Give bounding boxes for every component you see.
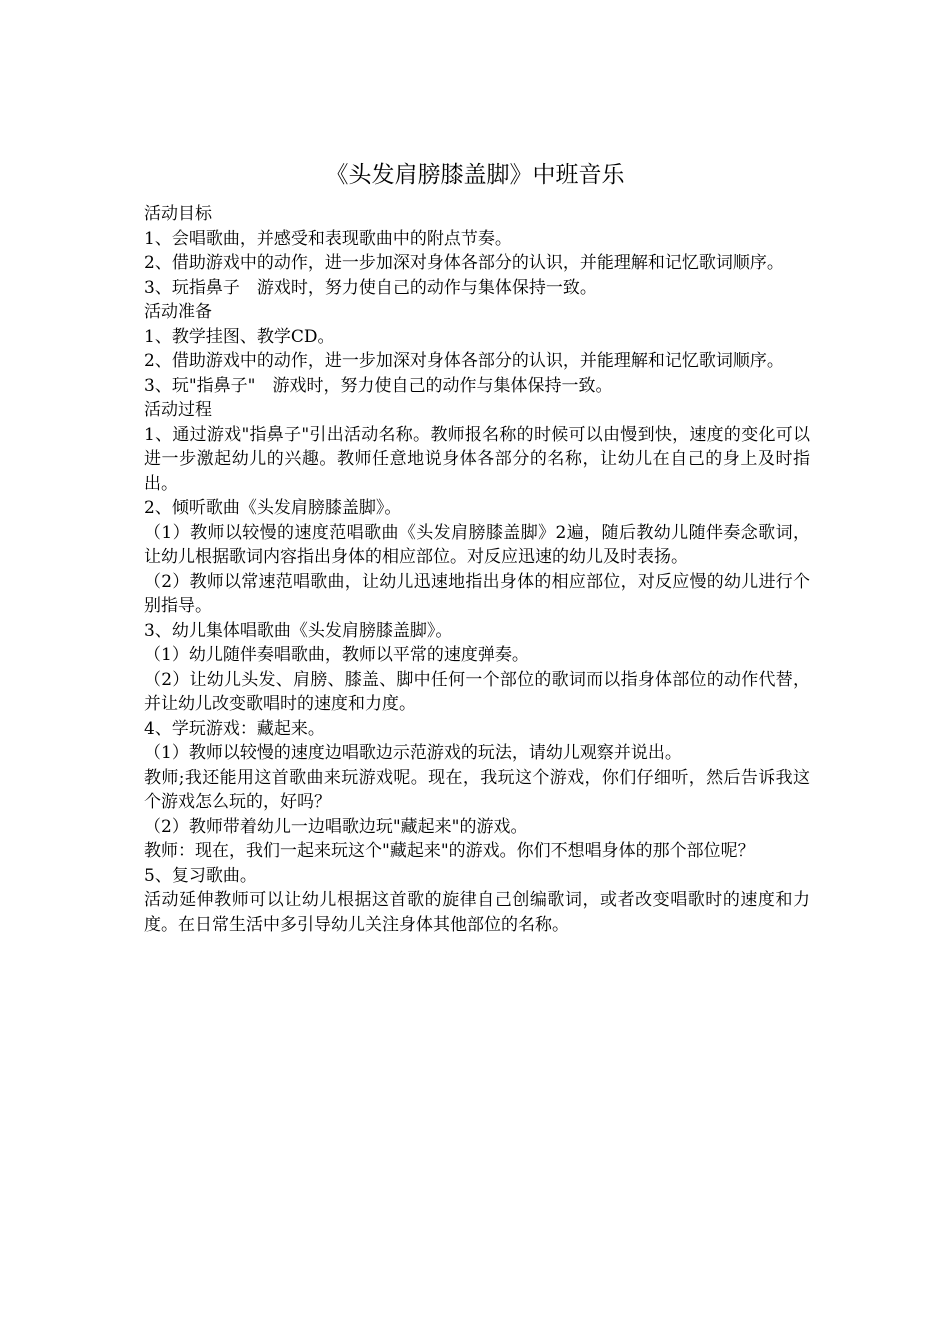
- section-heading-goals: 活动目标: [144, 204, 212, 224]
- paragraph: 4、学玩游戏：藏起来。: [144, 718, 325, 739]
- section-heading-process: 活动过程: [144, 400, 212, 420]
- paragraph: （2）教师以常速范唱歌曲，让幼儿迅速地指出身体的相应部位，对反应慢的幼儿进行个别指导。: [144, 571, 810, 616]
- paragraph: （1）幼儿随伴奏唱歌曲，教师以平常的速度弹奏。: [144, 645, 529, 665]
- paragraph: 活动延伸教师可以让幼儿根据这首歌的旋律自己创编歌词，或者改变唱歌时的速度和力度。在日常生活中多引导幼儿关注身体其他部位的名称。: [144, 890, 810, 935]
- paragraph: 2、倾听歌曲《头发肩膀膝盖脚》。: [144, 498, 402, 518]
- paragraph: 1、通过游戏"指鼻子"引出活动名称。教师报名称的时候可以由慢到快，速度的变化可以进一步激起幼儿的兴趣。教师任意地说身体各部分的名称，让幼儿在自己的身上及时指出。: [144, 424, 810, 494]
- section-heading-preparation: 活动准备: [144, 302, 212, 322]
- document-body: [144, 202, 810, 937]
- paragraph: （2）让幼儿头发、肩膀、膝盖、脚中任何一个部位的歌词而以指身体部位的动作代替，并让幼儿改变歌唱时的速度和力度。: [144, 669, 810, 714]
- paragraph: 1、教学挂图、教学CD。: [144, 326, 335, 347]
- paragraph: 3、玩指鼻子 游戏时，努力使自己的动作与集体保持一致。: [144, 277, 597, 298]
- document-title: 《头发肩膀膝盖脚》中班音乐: [325, 162, 625, 188]
- paragraph: 2、借助游戏中的动作，进一步加深对身体各部分的认识，并能理解和记忆歌词顺序。: [144, 351, 784, 371]
- paragraph: （1）教师以较慢的速度范唱歌曲《头发肩膀膝盖脚》2遍，随后教幼儿随伴奏念歌词，让幼儿根据歌词内容指出身体的相应部位。对反应迅速的幼儿及时表扬。: [144, 522, 810, 567]
- paragraph: 1、会唱歌曲，并感受和表现歌曲中的附点节奏。: [144, 228, 512, 249]
- paragraph: 教师;我还能用这首歌曲来玩游戏呢。现在，我玩这个游戏，你们仔细听，然后告诉我这个游戏怎么玩的，好吗？: [144, 767, 810, 812]
- paragraph: 教师：现在，我们一起来玩这个"藏起来"的游戏。你们不想唱身体的那个部位呢？: [144, 841, 755, 861]
- paragraph: 3、玩"指鼻子" 游戏时，努力使自己的动作与集体保持一致。: [144, 375, 613, 396]
- paragraph: 3、幼儿集体唱歌曲《头发肩膀膝盖脚》。: [144, 620, 453, 641]
- paragraph: 5、复习歌曲。: [144, 865, 257, 886]
- paragraph: （2）教师带着幼儿一边唱歌边玩"藏起来"的游戏。: [144, 816, 528, 837]
- paragraph: 2、借助游戏中的动作，进一步加深对身体各部分的认识，并能理解和记忆歌词顺序。: [144, 253, 784, 273]
- paragraph: （1）教师以较慢的速度边唱歌边示范游戏的玩法，请幼儿观察并说出。: [144, 743, 682, 763]
